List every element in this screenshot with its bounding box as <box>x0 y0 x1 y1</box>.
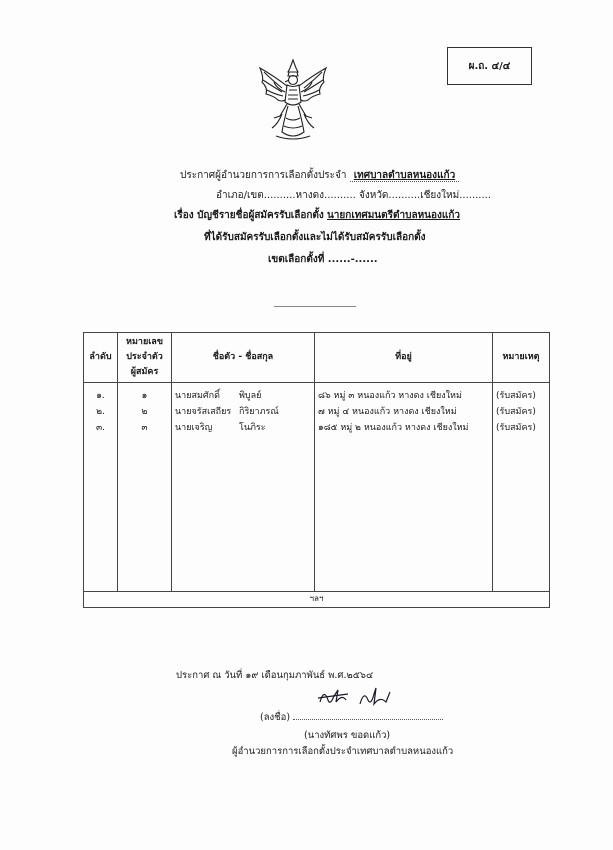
last-name: พิบูลย์ <box>239 391 262 401</box>
cell-number: ๓ <box>118 420 172 436</box>
cell-address: ๑๘๕ หมู่ ๒ หนองแก้ว หางดง เชียงใหม่ <box>315 420 493 436</box>
district-label: อำเภอ/เขต.......... <box>216 190 296 201</box>
etc-mark: ฯลฯ <box>84 592 550 608</box>
header-number-line-3: ผู้สมัคร <box>130 367 159 377</box>
garuda-emblem-icon <box>252 58 334 142</box>
table-empty-space <box>84 436 550 592</box>
form-code-box <box>447 47 532 85</box>
cell-remark: (รับสมัคร) <box>493 420 550 436</box>
header-line-4: ที่ได้รับสมัครรับเลือกตั้งและไม่ได้รับสมัครรับเลือกตั้ง <box>204 232 426 243</box>
cell-address: ๗ หมู่ ๔ หนองแก้ว หางดง เชียงใหม่ <box>315 404 493 420</box>
header-line-2 <box>216 188 491 203</box>
cell-order: ๓. <box>84 420 118 436</box>
cell-remark: (รับสมัคร) <box>493 404 550 420</box>
first-name: นายสมศักดิ์ <box>175 391 220 401</box>
table-row <box>84 404 550 420</box>
constituency-line: เขตเลือกตั้งที่ ......-...... <box>268 254 378 265</box>
cell-number: ๒ <box>118 404 172 420</box>
district-value: หางดง <box>295 190 325 201</box>
table-row <box>84 383 550 405</box>
header-number <box>118 333 172 383</box>
announce-date: ประกาศ ณ วันที่ ๑๙ เดือนกุมภาพันธ์ พ.ศ.๒๕๖๔ <box>176 670 374 681</box>
cell-remark: (รับสมัคร) <box>493 383 550 405</box>
cell-name <box>172 383 315 405</box>
cell-name <box>172 404 315 420</box>
cell-name <box>172 420 315 436</box>
header-subject <box>174 208 460 223</box>
cell-address: ๘๖ หมู่ ๓ หนองแก้ว หางดง เชียงใหม่ <box>315 383 493 405</box>
separator-line <box>274 306 356 307</box>
sign-dotted-line <box>293 719 443 720</box>
announcement-label: ประกาศผู้อำนวยการการเลือกตั้งประจำ <box>180 170 347 181</box>
last-name: โนภิระ <box>239 423 266 433</box>
header-name: ชื่อตัว - ชื่อสกุล <box>172 333 315 383</box>
last-name: กิริยาภรณ์ <box>239 407 279 417</box>
table-header-row <box>84 333 550 383</box>
province-label: .......... จังหวัด.......... <box>324 190 421 201</box>
line-end-dots: .......... <box>459 190 492 201</box>
form-code: ผ.ถ. ๔/๔ <box>468 60 511 72</box>
header-number-line-2: ประจำตัว <box>126 352 163 362</box>
province-value: เชียงใหม่ <box>420 190 460 201</box>
header-order: ลำดับ <box>84 333 118 383</box>
signature-icon <box>316 682 396 710</box>
header-number-line-1: หมายเลข <box>126 337 163 347</box>
cell-order: ๒. <box>84 404 118 420</box>
table-footer-row <box>84 592 550 608</box>
header-line-1 <box>180 168 459 183</box>
municipality-name: เทศบาลตำบลหนองแก้ว <box>350 170 459 182</box>
sign-label: (ลงชื่อ) <box>260 712 291 723</box>
candidate-table <box>83 332 550 608</box>
header-remark: หมายเหตุ <box>493 333 550 383</box>
subject-value: นายกเทศมนตรีตำบลหนองแก้ว <box>326 210 461 221</box>
header-address: ที่อยู่ <box>315 333 493 383</box>
subject-label: เรื่อง บัญชีรายชื่อผู้สมัครรับเลือกตั้ง <box>174 210 324 221</box>
first-name: นายจรัสเสถียร <box>175 407 232 417</box>
signer-name: (นางทัศพร ขอดแก้ว) <box>304 730 391 741</box>
sign-line <box>260 710 443 725</box>
signer-title: ผู้อำนวยการการเลือกตั้งประจำเทศบาลตำบลหนองแก้ว <box>232 746 454 757</box>
first-name: นายเจริญ <box>175 423 213 433</box>
table-row <box>84 420 550 436</box>
cell-number: ๑ <box>118 383 172 405</box>
cell-order: ๑. <box>84 383 118 405</box>
